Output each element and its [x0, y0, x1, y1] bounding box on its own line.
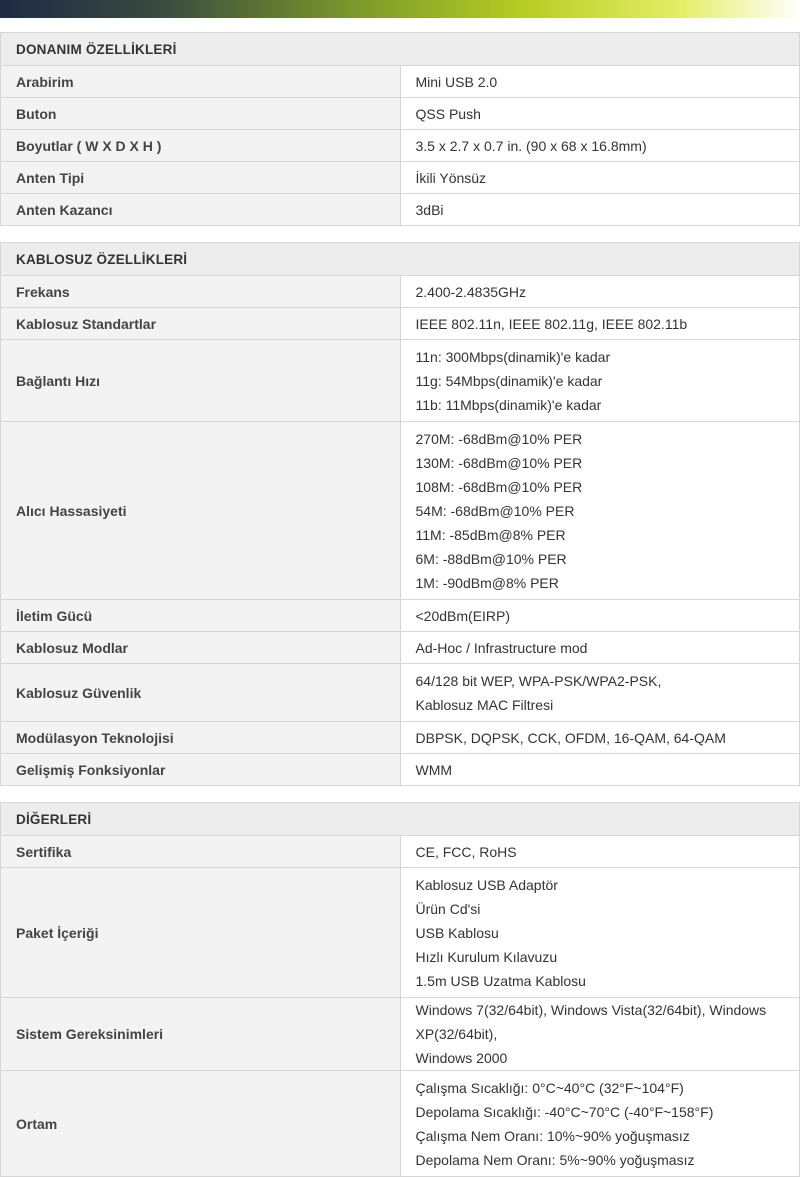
- spec-value-line: 3.5 x 2.7 x 0.7 in. (90 x 68 x 16.8mm): [415, 137, 647, 154]
- spec-value-line: Kablosuz MAC Filtresi: [415, 696, 554, 713]
- spec-value: [400, 308, 800, 340]
- spec-value: [400, 194, 800, 226]
- table-row: [1, 754, 800, 786]
- section-spacer: [0, 786, 800, 802]
- spec-value-line: Hızlı Kurulum Kılavuzu: [415, 948, 558, 965]
- spec-label: Ortam: [1, 1071, 401, 1177]
- spec-value: [400, 998, 800, 1071]
- spec-value-line: 108M: -68dBm@10% PER: [415, 478, 583, 495]
- spec-label: Modülasyon Teknolojisi: [1, 722, 401, 754]
- spec-value-line: 11M: -85dBm@8% PER: [415, 526, 566, 543]
- spec-value-line: CE, FCC, RoHS: [415, 843, 517, 860]
- spec-value: [400, 276, 800, 308]
- spec-value: [400, 66, 800, 98]
- spec-value-line: IEEE 802.11n, IEEE 802.11g, IEEE 802.11b: [415, 315, 688, 332]
- table-row: [1, 836, 800, 868]
- spec-value-line: Çalışma Sıcaklığı: 0°C~40°C (32°F~104°F): [415, 1079, 684, 1096]
- spec-value-line: Ürün Cd'si: [415, 900, 481, 917]
- spec-value-line: 6M: -88dBm@10% PER: [415, 550, 567, 567]
- spec-value-line: Depolama Sıcaklığı: -40°C~70°C (-40°F~158°F): [415, 1103, 714, 1120]
- spec-value-line: İkili Yönsüz: [415, 169, 487, 186]
- hardware-spec-table: [0, 32, 800, 226]
- table-row: [1, 194, 800, 226]
- spec-label: Anten Tipi: [1, 162, 401, 194]
- spec-value-line: Windows 2000: [415, 1050, 508, 1066]
- table-row: [1, 98, 800, 130]
- spec-value-line: 54M: -68dBm@10% PER: [415, 502, 575, 519]
- spec-label: Buton: [1, 98, 401, 130]
- spec-value: [400, 340, 800, 422]
- spec-value-line: Kablosuz USB Adaptör: [415, 876, 558, 893]
- spec-value: [400, 600, 800, 632]
- spec-value: [400, 632, 800, 664]
- spec-value-line: Mini USB 2.0: [415, 73, 498, 90]
- spec-value: [400, 162, 800, 194]
- table-row: [1, 868, 800, 998]
- spec-value: [400, 98, 800, 130]
- section-title: KABLOSUZ ÖZELLİKLERİ: [1, 243, 800, 276]
- table-row: [1, 130, 800, 162]
- spec-value-line: Windows 7(32/64bit), Windows Vista(32/64bit), Windows XP(32/64bit),: [415, 1002, 767, 1042]
- spec-label: Bağlantı Hızı: [1, 340, 401, 422]
- spec-value-line: <20dBm(EIRP): [415, 607, 511, 624]
- spec-label: Gelişmiş Fonksiyonlar: [1, 754, 401, 786]
- spec-label: İletim Gücü: [1, 600, 401, 632]
- spec-value-line: 11b: 11Mbps(dinamik)'e kadar: [415, 396, 602, 413]
- spec-label: Sistem Gereksinimleri: [1, 998, 401, 1071]
- spec-value-line: 11g: 54Mbps(dinamik)'e kadar: [415, 372, 603, 389]
- header-gradient-bar: [0, 0, 800, 18]
- table-row: [1, 276, 800, 308]
- section-title: DİĞERLERİ: [1, 803, 800, 836]
- spec-value-line: 270M: -68dBm@10% PER: [415, 430, 583, 447]
- table-row: [1, 66, 800, 98]
- spec-value-line: 130M: -68dBm@10% PER: [415, 454, 583, 471]
- wireless-spec-table: [0, 242, 800, 786]
- spec-label: Kablosuz Modlar: [1, 632, 401, 664]
- section-header: [1, 803, 800, 836]
- spec-value: [400, 1071, 800, 1177]
- spec-label: Boyutlar ( W X D X H ): [1, 130, 401, 162]
- section-title: DONANIM ÖZELLİKLERİ: [1, 33, 800, 66]
- section-spacer: [0, 226, 800, 242]
- spec-value-line: 1M: -90dBm@8% PER: [415, 574, 559, 591]
- other-spec-table: [0, 802, 800, 1177]
- spec-value-line: 2.400-2.4835GHz: [415, 283, 527, 300]
- spec-value-line: 11n: 300Mbps(dinamik)'e kadar: [415, 348, 611, 365]
- spec-label: Alıcı Hassasiyeti: [1, 422, 401, 600]
- table-row: [1, 664, 800, 722]
- spec-content: [0, 32, 800, 1177]
- section-header: [1, 243, 800, 276]
- spec-value: [400, 754, 800, 786]
- spec-value-line: 1.5m USB Uzatma Kablosu: [415, 972, 586, 989]
- spec-label: Kablosuz Güvenlik: [1, 664, 401, 722]
- table-row: [1, 162, 800, 194]
- table-row: [1, 1071, 800, 1177]
- spec-value-line: Depolama Nem Oranı: 5%~90% yoğuşmasız: [415, 1151, 695, 1168]
- spec-label: Anten Kazancı: [1, 194, 401, 226]
- spec-value-line: QSS Push: [415, 105, 481, 122]
- spec-value: [400, 422, 800, 600]
- spec-value: [400, 868, 800, 998]
- table-row: [1, 422, 800, 600]
- spec-value: [400, 722, 800, 754]
- spec-value-line: Çalışma Nem Oranı: 10%~90% yoğuşmasız: [415, 1127, 690, 1144]
- spec-value-line: Ad-Hoc / Infrastructure mod: [415, 639, 588, 656]
- table-row: [1, 340, 800, 422]
- table-row: [1, 600, 800, 632]
- spec-label: Paket İçeriği: [1, 868, 401, 998]
- spec-label: Sertifika: [1, 836, 401, 868]
- spec-label: Frekans: [1, 276, 401, 308]
- table-row: [1, 632, 800, 664]
- spec-value-line: USB Kablosu: [415, 924, 499, 941]
- spec-value-line: 64/128 bit WEP, WPA-PSK/WPA2-PSK,: [415, 672, 662, 689]
- table-row: [1, 722, 800, 754]
- section-header: [1, 33, 800, 66]
- spec-value-line: 3dBi: [415, 201, 444, 218]
- spec-label: Kablosuz Standartlar: [1, 308, 401, 340]
- spec-value: [400, 664, 800, 722]
- spec-value: [400, 130, 800, 162]
- table-row: [1, 308, 800, 340]
- spec-value-line: DBPSK, DQPSK, CCK, OFDM, 16-QAM, 64-QAM: [415, 729, 726, 746]
- spec-label: Arabirim: [1, 66, 401, 98]
- spec-value-line: WMM: [415, 761, 453, 778]
- table-row: [1, 998, 800, 1071]
- spec-value: [400, 836, 800, 868]
